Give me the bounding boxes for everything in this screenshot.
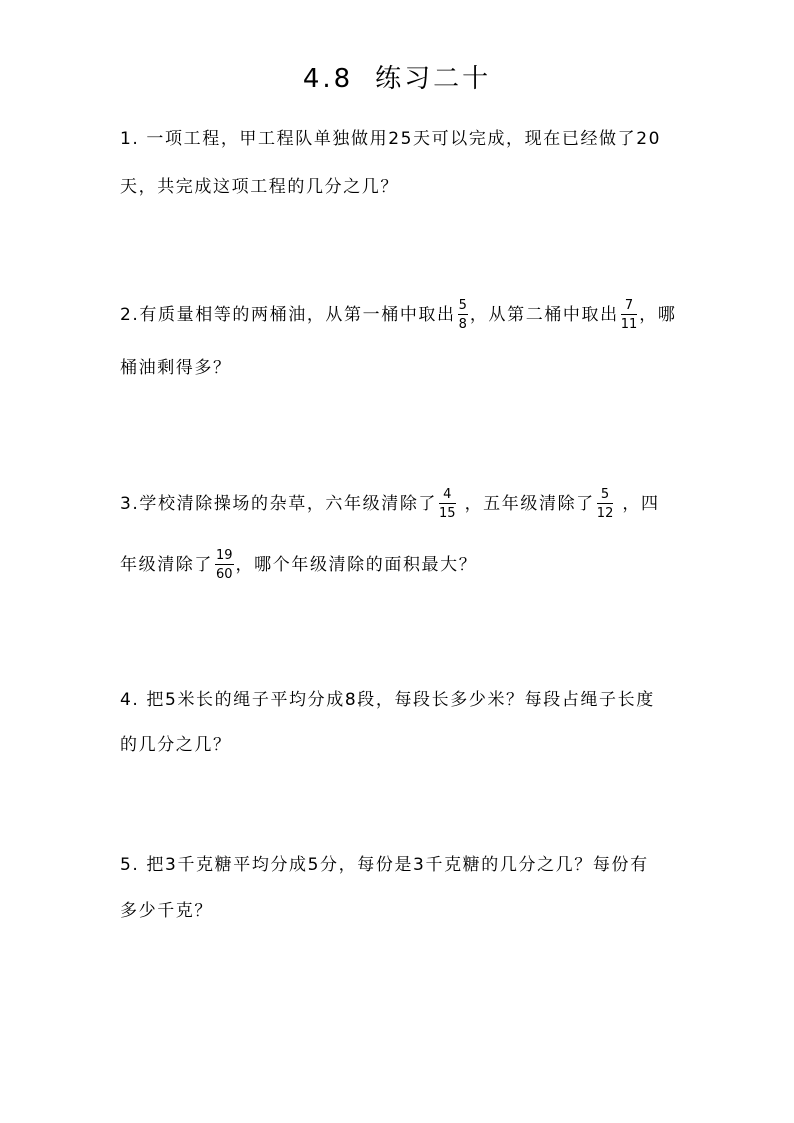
fraction-denominator: 8 — [458, 317, 467, 332]
fraction-denominator: 12 — [596, 506, 614, 521]
fraction-denominator: 11 — [620, 317, 638, 332]
problem-5-line-1: 5. 把3千克糖平均分成5分，每份是3千克糖的几分之几？每份有 — [120, 855, 649, 875]
problem-2-text-c: ，哪 — [639, 305, 677, 325]
problem-2-line-2: 桶油剩得多？ — [120, 358, 232, 378]
fraction-numerator: 4 — [439, 487, 456, 504]
fraction-5-8 — [458, 298, 468, 332]
problem-3-text-e: ，哪个年级清除的面积最大？ — [235, 555, 478, 575]
problem-1-line-2: 天，共完成这项工程的几分之几？ — [120, 177, 399, 197]
fraction-19-60 — [215, 548, 234, 582]
fraction-numerator: 19 — [216, 548, 233, 563]
problem-2-text-b: ，从第二桶中取出 — [469, 305, 619, 325]
fraction-denominator: 15 — [439, 506, 456, 521]
fraction-numerator: 5 — [597, 487, 614, 504]
problem-4-line-1: 4. 把5米长的绳子平均分成8段，每段长多少米？每段占绳子长度 — [120, 690, 655, 710]
fraction-5-12 — [597, 487, 614, 521]
fraction-7-11 — [621, 298, 638, 332]
fraction-numerator: 5 — [458, 298, 467, 313]
lesson-number: 4.8 — [302, 64, 354, 94]
problem-3-line-2 — [120, 548, 477, 582]
problem-4-line-2: 的几分之几？ — [120, 735, 232, 755]
problem-1-line-1: 1. 一项工程，甲工程队单独做用25天可以完成，现在已经做了20 — [120, 129, 662, 149]
problem-3-text-a: 3.学校清除操场的杂草，六年级清除了 — [120, 494, 438, 514]
fraction-4-15 — [439, 487, 456, 521]
problem-2-text-a: 2.有质量相等的两桶油，从第一桶中取出 — [120, 305, 456, 325]
problem-3-text-b: ，五年级清除了 — [457, 494, 595, 514]
lesson-title: 练习二十 — [375, 64, 492, 94]
problem-2-line-1 — [120, 298, 676, 332]
problem-3-line-1 — [120, 487, 660, 521]
problem-5-line-2: 多少千克？ — [120, 901, 213, 921]
page-title — [0, 62, 794, 96]
problem-3-text-d: 年级清除了 — [120, 555, 213, 575]
fraction-numerator: 7 — [621, 298, 638, 315]
fraction-denominator: 60 — [216, 567, 233, 582]
problem-3-text-c: ，四 — [615, 494, 660, 514]
